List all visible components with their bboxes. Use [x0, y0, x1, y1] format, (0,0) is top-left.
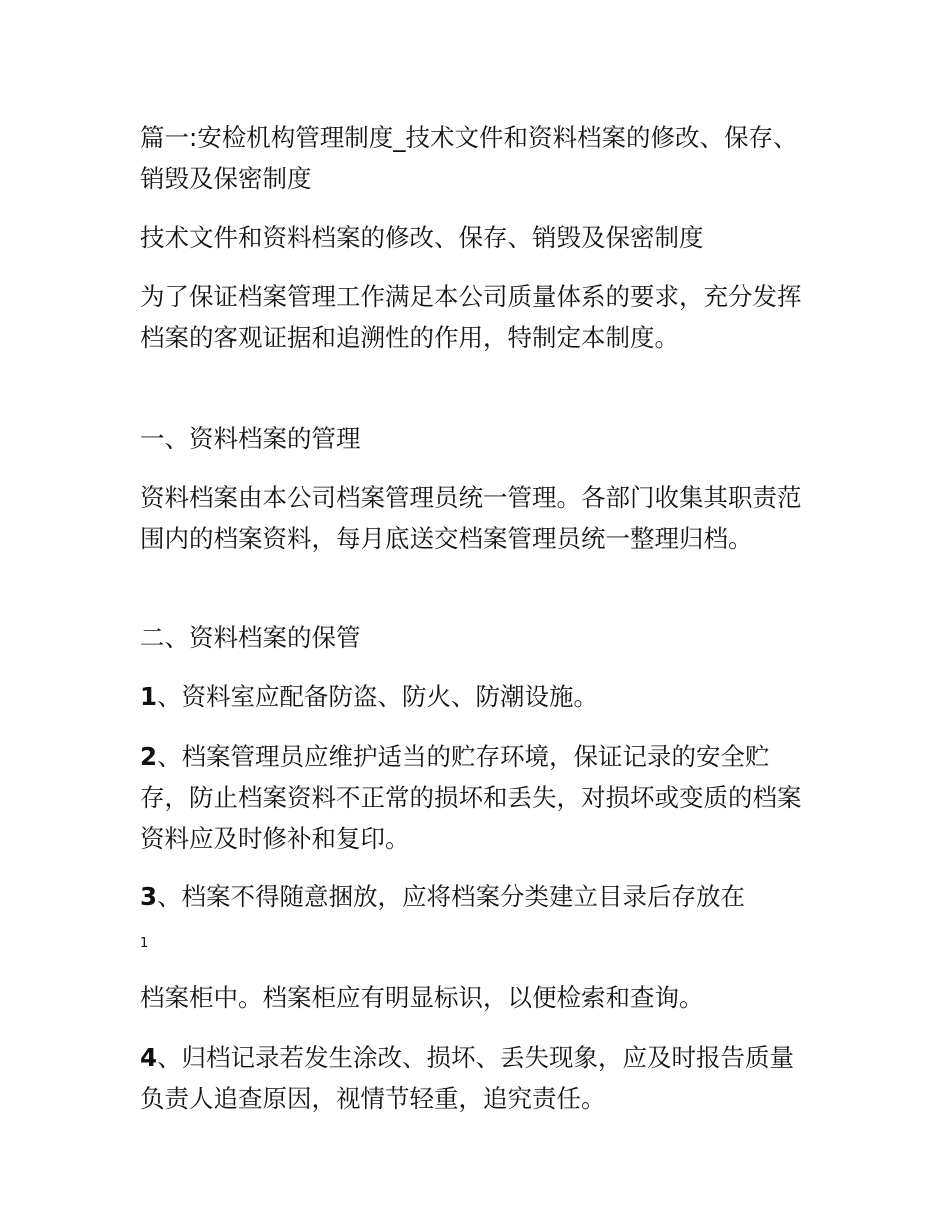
document-subtitle: 技术文件和资料档案的修改、保存、销毁及保密制度	[140, 223, 704, 252]
list-item-text: 、资料室应配备防盗、防火、防潮设施。	[157, 682, 599, 711]
intro-paragraph: 为了保证档案管理工作满足本公司质量体系的要求，充分发挥档案的客观证据和追溯性的作用，特制定本制度。	[140, 282, 802, 352]
list-item-3	[140, 876, 815, 917]
list-item-number: 2	[140, 742, 158, 771]
section-2-heading: 二、资料档案的保管	[140, 623, 361, 652]
list-item-number: 4	[140, 1043, 158, 1072]
document-title: 篇一:安检机构管理制度_技术文件和资料档案的修改、保存、销毁及保密制度	[140, 123, 798, 193]
page-number: 1	[140, 936, 149, 951]
list-item-3-continued: 档案柜中。档案柜应有明显标识，以便检索和查询。	[140, 983, 704, 1012]
list-item-1	[140, 676, 815, 717]
list-item-text: 、归档记录若发生涂改、损坏、丢失现象，应及时报告质量负责人追查原因，视情节轻重，追究责任。	[140, 1043, 795, 1113]
list-item-text: 、档案不得随意捆放，应将档案分类建立目录后存放在	[157, 882, 746, 911]
section-1-body: 资料档案由本公司档案管理员统一管理。各部门收集其职责范围内的档案资料，每月底送交档案管理员统一整理归档。	[140, 483, 802, 553]
list-item-number: 1	[140, 682, 158, 711]
list-item-number: 3	[140, 882, 158, 911]
list-item-4	[140, 1037, 815, 1119]
list-item-text: 、档案管理员应维护适当的贮存环境，保证记录的安全贮存，防止档案资料不正常的损坏和丢失，对损坏或变质的档案资料应及时修补和复印。	[140, 742, 802, 853]
list-item-2	[140, 736, 815, 859]
section-1-heading: 一、资料档案的管理	[140, 424, 361, 453]
